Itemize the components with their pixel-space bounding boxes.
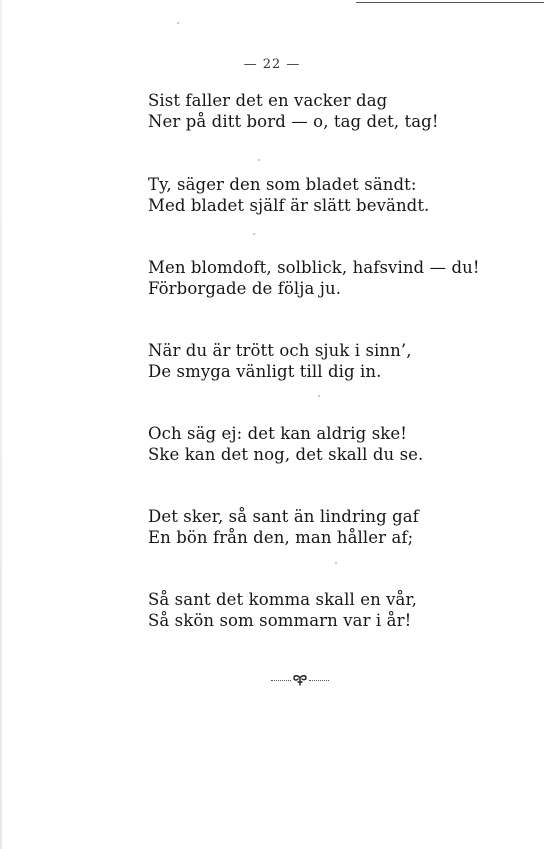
page-edge bbox=[0, 0, 2, 849]
paper-speck bbox=[177, 22, 179, 24]
top-rule bbox=[356, 2, 544, 3]
paper-speck bbox=[258, 159, 260, 161]
ornament-dash-left bbox=[271, 680, 291, 681]
stanza-6 bbox=[148, 506, 528, 548]
stanza-line: Ner på ditt bord — o, tag det, tag! bbox=[148, 112, 439, 131]
stanza-line: Ske kan det nog, det skall du se. bbox=[148, 445, 424, 464]
stanza-line: Men blomdoft, solblick, hafsvind — du! bbox=[148, 258, 480, 277]
fleuron-icon bbox=[293, 674, 307, 686]
paper-speck bbox=[318, 395, 320, 397]
stanza-3 bbox=[148, 257, 528, 299]
stanza-line: Med bladet själf är slätt bevändt. bbox=[148, 196, 430, 215]
stanza-2 bbox=[148, 174, 528, 216]
stanza-line: Det sker, så sant än lindring gaf bbox=[148, 507, 419, 526]
stanza-4 bbox=[148, 340, 528, 382]
paper-speck bbox=[253, 233, 255, 235]
ornament-dash-right bbox=[309, 680, 329, 681]
stanza-line: Sist faller det en vacker dag bbox=[148, 91, 388, 110]
stanza-1 bbox=[148, 90, 528, 132]
stanza-5 bbox=[148, 423, 528, 465]
stanza-line: När du är trött och sjuk i sinn’, bbox=[148, 341, 412, 360]
stanza-line: Förborgade de följa ju. bbox=[148, 279, 342, 298]
stanza-7 bbox=[148, 589, 528, 631]
stanza-line: De smyga vänligt till dig in. bbox=[148, 362, 382, 381]
stanza-line: Ty, säger den som bladet sändt: bbox=[148, 175, 417, 194]
page-number: — 22 — bbox=[243, 57, 301, 72]
end-ornament bbox=[268, 670, 332, 690]
stanza-line: Och säg ej: det kan aldrig ske! bbox=[148, 424, 407, 443]
stanza-line: En bön från den, man håller af; bbox=[148, 528, 414, 547]
stanza-line: Så skön som sommarn var i år! bbox=[148, 611, 412, 630]
paper-speck bbox=[335, 562, 337, 564]
stanza-line: Så sant det komma skall en vår, bbox=[148, 590, 418, 609]
